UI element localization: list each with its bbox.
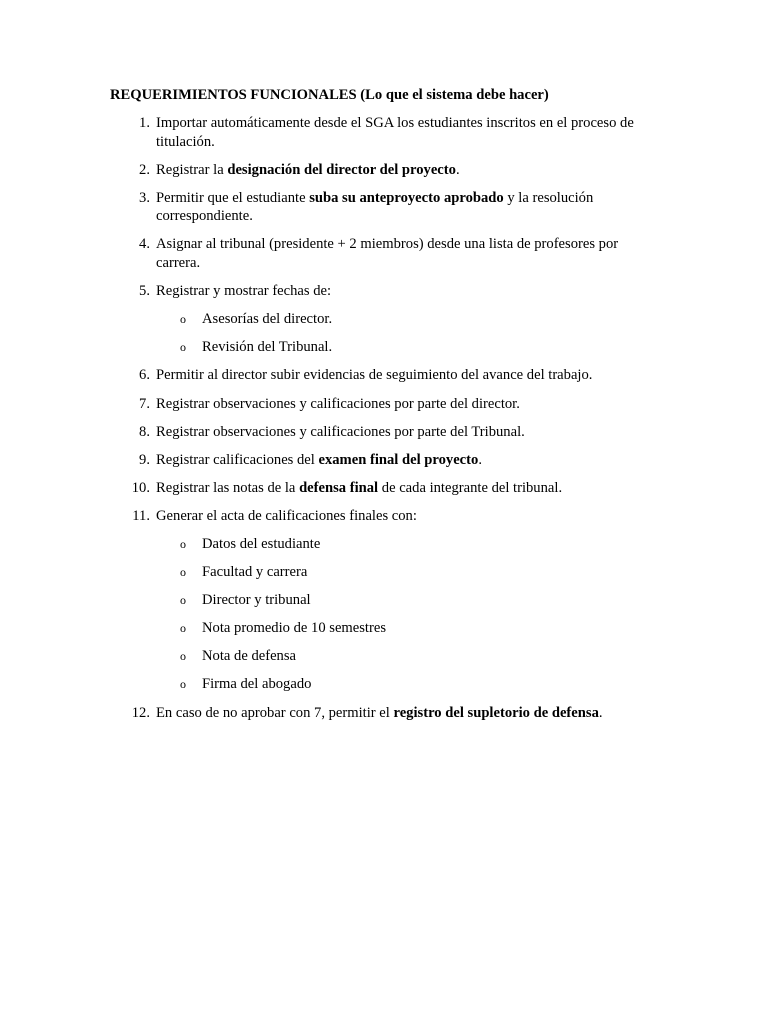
requirement-number: 7. [139,395,150,412]
sub-list-text: Director y tribunal [202,592,311,609]
requirement-number: 1. [139,115,150,131]
requirement-item [110,507,658,694]
sub-list-text: Asesorías del director. [202,311,333,328]
text-run: de cada integrante del tribunal. [378,479,563,496]
bold-text: defensa final [299,479,379,496]
requirement-number: 8. [139,423,150,440]
sub-list-item [156,647,658,666]
requirement-text [156,162,460,178]
circle-bullet-icon: o [180,677,186,692]
requirement-number: 3. [139,189,150,206]
requirement-item [110,189,658,226]
text-run: Registrar observaciones y calificaciones por parte del Tribunal. [156,423,525,440]
circle-bullet-icon: o [180,649,186,664]
text-run: En caso de no aprobar con 7, permitir el [156,704,394,721]
bold-text: designación del director del proyecto [227,161,456,178]
text-run: Registrar la [156,161,228,178]
requirement-item [110,282,658,357]
requirement-text [156,508,417,524]
requirement-item [110,423,658,442]
requirement-text [156,236,618,271]
requirements-list [110,114,658,732]
text-run: Permitir que el estudiante [156,189,310,206]
circle-bullet-icon: o [180,621,186,636]
bold-text: examen final del proyecto [318,451,479,468]
requirement-text [156,396,520,412]
requirement-number: 10. [131,479,150,496]
sub-list-item [156,675,658,694]
sub-list-text: Facultad y carrera [202,564,308,581]
requirement-item [110,235,658,272]
requirement-number: 2. [139,161,150,178]
text-run: . [478,451,482,468]
requirement-text [156,480,562,496]
circle-bullet-icon: o [180,565,186,580]
requirement-number: 12. [131,704,150,721]
circle-bullet-icon: o [180,312,186,327]
page-title: REQUERIMIENTOS FUNCIONALES (Lo que el sistema debe hacer) [110,87,549,103]
requirement-item [110,161,658,180]
requirement-number: 11. [132,507,150,524]
requirement-text [156,452,482,468]
requirement-number: 5. [139,283,150,300]
text-run: . [598,704,603,721]
requirement-text [156,190,593,225]
text-run: Registrar las notas de la [156,479,300,496]
text-run: Registrar calificaciones del [156,451,319,468]
sub-list-item [156,619,658,638]
text-run: Importar automáticamente desde el SGA los estudiantes inscritos en el proceso de titulación. [156,115,634,150]
text-run: Asignar al tribunal (presidente + 2 miembros) desde una lista de profesores por carrera. [156,236,619,272]
sub-list [156,535,658,694]
sub-list-item [156,591,658,610]
requirement-text [156,115,634,150]
circle-bullet-icon: o [180,537,186,551]
sub-list-text: Firma del abogado [202,676,312,693]
sub-list-text: Datos del estudiante [202,536,321,552]
bold-text: registro del supletorio de defensa [393,704,599,721]
text-run: . [455,161,460,178]
requirement-item [110,704,658,723]
requirement-item [110,114,658,151]
requirement-number: 4. [139,236,150,253]
requirement-text [156,367,592,383]
requirement-item [110,451,658,470]
circle-bullet-icon: o [180,340,186,355]
requirement-text [156,705,603,721]
sub-list-text: Nota promedio de 10 semestres [202,620,386,637]
requirement-item [110,395,658,414]
sub-list [156,310,658,357]
requirement-number: 9. [139,451,150,468]
sub-list-item [156,310,658,329]
text-run: Registrar observaciones y calificaciones por parte del director. [156,395,520,412]
sub-list-item [156,563,658,582]
circle-bullet-icon: o [180,593,186,608]
sub-list-text: Nota de defensa [202,648,297,665]
bold-text: suba su anteproyecto aprobado [309,189,504,206]
requirement-number: 6. [139,367,150,384]
text-run: Permitir al director subir evidencias de seguimiento del avance del trabajo. [156,367,593,384]
requirement-text [156,283,331,299]
text-run: Generar el acta de calificaciones finales con: [156,507,417,524]
requirement-item [110,479,658,498]
text-run: Registrar y mostrar fechas de: [156,283,332,300]
sub-list-text: Revisión del Tribunal. [202,339,333,356]
sub-list-item [156,535,658,554]
requirement-item [110,366,658,385]
text-run: y la resolución correspondiente. [156,189,594,225]
sub-list-item [156,338,658,357]
requirement-text [156,424,525,440]
